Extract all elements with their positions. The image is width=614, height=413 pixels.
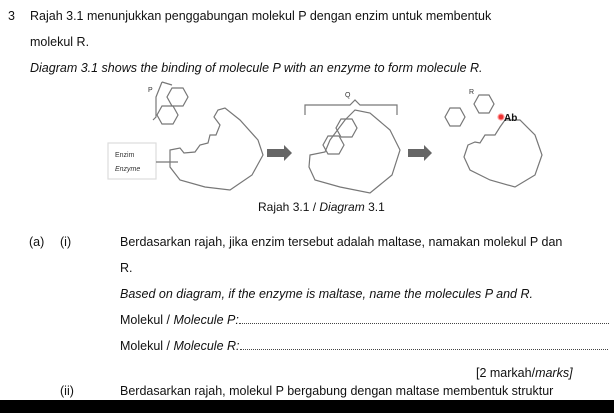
arrow-icon [267,145,292,161]
part-a-i-label: (i) [60,235,72,249]
marks [476,366,573,380]
cursor-text: Ab [504,113,518,124]
label-q: Q [345,92,351,99]
answer-p-label-en: Molecule P: [173,313,239,327]
enzyme-1 [170,108,263,190]
diagram-caption [258,200,385,214]
answer-p-label: Molekul / [120,313,174,327]
molecule-p [148,82,188,124]
answer-r-row [120,339,608,353]
intro-ms-2: molekul R. [30,35,90,49]
answer-r-label-en: Molecule R: [173,339,240,353]
question-en: Based on diagram, if the enzyme is maltase, name the molecules P and R. [120,287,533,301]
intro-ms-1: Rajah 3.1 menunjukkan penggabungan molekul P dengan enzim untuk membentuk [30,9,492,23]
label-p: P [148,87,153,94]
part-a-label: (a) [29,235,45,249]
enzyme-ms: Enzim [115,152,135,159]
marks-en: marks] [535,366,573,380]
marks-ms: [2 markah/ [476,366,536,380]
question-ms-1: Berdasarkan rajah, jika enzim tersebut adalah maltase, namakan molekul P dan [120,235,563,249]
answer-r-label: Molekul / [120,339,174,353]
enzyme-substrate-complex [305,92,400,193]
molecule-r [445,89,494,126]
intro-en: Diagram 3.1 shows the binding of molecule P with an enzyme to form molecule R. [30,61,483,75]
question-number: 3 [8,9,15,23]
enzyme-label-box [108,143,178,179]
enzyme-en: Enzyme [115,166,141,173]
enzyme-3 [464,120,542,187]
answer-p-field[interactable] [239,313,609,324]
caption-ms: Rajah 3.1 / [258,200,320,214]
answer-r-field[interactable] [240,339,608,350]
label-r: R [469,89,475,96]
part-ii-label: (ii) [60,384,74,398]
answer-p-row [120,313,609,327]
part-ii-text: Berdasarkan rajah, molekul P bergabung dengan maltase membentuk struktur [120,384,554,398]
caption-en: Diagram [319,200,365,214]
question-ms-2: R. [120,261,133,275]
caption-num: 3.1 [364,200,385,214]
arrow-icon [408,145,432,161]
bottom-black-bar [0,400,614,413]
